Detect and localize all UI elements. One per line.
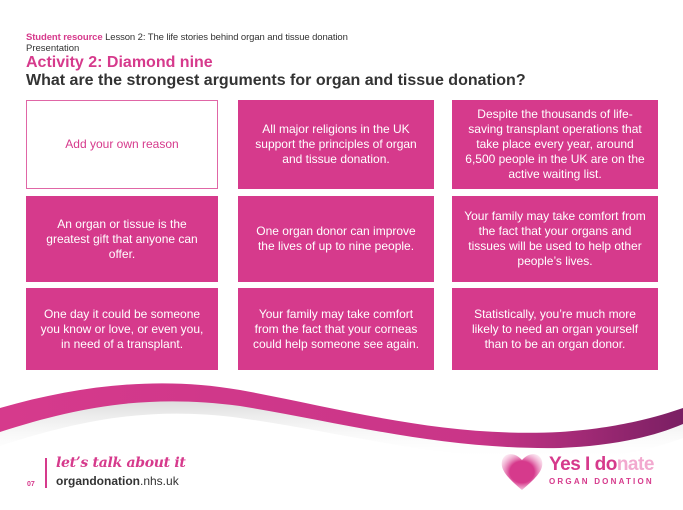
decorative-wave [0, 380, 683, 460]
card-add-own-reason [26, 100, 218, 189]
card-text: Your family may take comfort from the fact that your corneas could help someone see again. [252, 306, 420, 351]
card-text: Add your own reason [65, 137, 179, 151]
card-someone-you-know [26, 288, 218, 370]
card-family-comfort-organs [452, 196, 658, 282]
card-text: All major religions in the UK support the principles of organ and tissue donation. [255, 122, 417, 166]
resource-header [26, 32, 348, 43]
page-number: 07 [27, 481, 35, 488]
card-text: Despite the thousands of life-saving transplant operations that take place every year, around 6,500 people in the UK are on the active waiting list. [465, 107, 645, 181]
card-greatest-gift [26, 196, 218, 282]
card-text: One organ donor can improve the lives of up to nine people. [256, 224, 416, 253]
card-text: One day it could be someone you know or love, or even you, in need of a transplant. [40, 306, 204, 351]
footer-url[interactable] [56, 474, 179, 488]
resource-label: Student resource [26, 32, 103, 43]
resource-type: Presentation [26, 43, 80, 54]
card-text: An organ or tissue is the greatest gift that anyone can offer. [46, 216, 198, 261]
card-nine-people [238, 196, 434, 282]
url-domain: organdonation [56, 474, 140, 488]
heart-logo-icon [498, 450, 546, 492]
logo-subtitle: ORGAN DONATION [549, 477, 654, 486]
logo-text-light: nate [616, 454, 654, 475]
footer-slogan: let’s talk about it [56, 455, 186, 471]
card-text: Statistically, you’re much more likely to need an organ yourself than to be an organ donor. [471, 306, 639, 351]
activity-title: Activity 2: Diamond nine [26, 54, 213, 71]
footer-divider [45, 458, 47, 488]
card-waiting-list [452, 100, 658, 189]
lesson-title: Lesson 2: The life stories behind organ and tissue donation [102, 32, 348, 43]
card-religions [238, 100, 434, 189]
logo-text-dark: Yes I do [549, 454, 617, 475]
logo-wordmark [549, 454, 654, 476]
card-family-comfort-corneas [238, 288, 434, 370]
url-suffix: .nhs.uk [140, 474, 179, 488]
page-question: What are the strongest arguments for organ and tissue donation? [26, 72, 526, 89]
card-text: Your family may take comfort from the fact that your organs and tissues will be used to help other people’s lives. [464, 209, 646, 268]
card-statistically [452, 288, 658, 370]
